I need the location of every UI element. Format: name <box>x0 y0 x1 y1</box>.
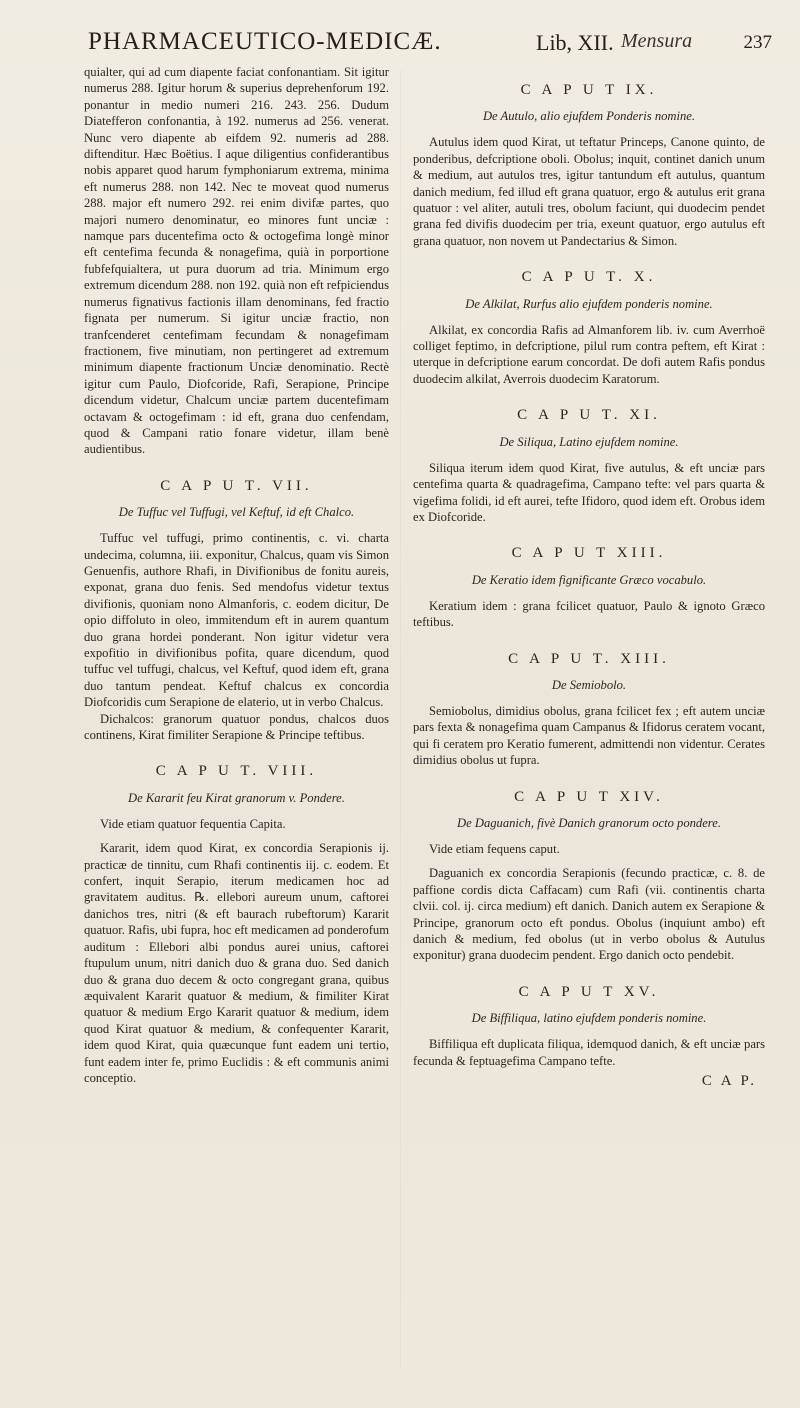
column-gutter <box>400 70 401 1370</box>
paragraph-continued: quialter, qui ad cum diapente faciat confonantiam. Sit igitur numerus 288. Igitur horum & superius deprehenforum 192. ponantur in medio numeri 216. 243. 256. Dudum Diatefferon confonantia, à 192. numerus ad 256. venerat. Nunc vero diapente ab eifdem 92. numeris ad 288. diftenditur. Hæc Boëtius. I aque diligentius confiderantibus nobis apparet quod harum fymphoniarum extrema, minima eft numerus 288. non 142. Nec te moveat quod numerus 288. major eft numero 292. rei enim divifæ partes, quo majori numero denominatur, eo minores funt unciæ : namque pars ducentefima octo & octogefima longè minor eft centefima fecunda & nonagefima, quià in porportione fubfefquialtera, ut pura duorum ad tria. Minimum ergo extremum dicendum 288. non 192. quià non eft refpiciendus numerus fignativus factionis illam denominans, fed fractio fignata per numerum. Si igitur unciæ fractio, non tranfcenderet centefimam fecundam & nonagefimam fractionem, five minutiam, non pertingeret ad extremum minimum diapente fractionum Unciæ denominatio. Rectè igitur cum Paulo, Diofcoride, Rafi, Serapione, Principe dicendum videtur, Chalcum unciæ partem ducentefimam octavam & octogefimam : id eft, grana duo cenfendam, quod & Campani ratio fonare videtur, illam benè audientibus. <box>84 65 389 457</box>
chapter-xiv-cross-reference: Vide etiam fequens caput. <box>429 841 560 856</box>
chapter-x-paragraph: Alkilat, ex concordia Rafis ad Almanforem lib. iv. cum Averrhoë colliget feptimo, in defcriptione, pilul rum contra peftem, eft Kirat : uterque in defcriptione earum concordat. De dofi autem Rafis pondus duodecim alkilat, Averrois duodecim Karatorum. <box>413 322 765 386</box>
chapter-heading-xi: C A P U T. XI. <box>517 407 661 424</box>
spacer <box>84 832 389 840</box>
chapter-subtitle-ix: De Autulo, alio ejufdem Ponderis nomine. <box>482 109 696 124</box>
chapter-heading-viii: C A P U T. VIII. <box>155 763 318 780</box>
chapter-heading-xiii-semiobolo: C A P U T. XIII. <box>508 650 670 667</box>
chapter-ix-paragraph: Autulus idem quod Kirat, ut teftatur Princeps, Canone quinto, de ponderibus, defcriptione oboli. Obolus; inquit, continet danich unum & medium, aut autulos tres, igitur tantundum eft autulus, quantum danich medium, fed illud eft grana quatuor, ergo & autulus erit grana quatuor : vel aliter, autuli tres, obolum faciunt, qui duodecim pendet grana fed divifis duodecim per tria, exeunt quatuor, ergo autulus eft grana quatuor, non novem ut Pandectarius & Simon. <box>413 135 765 248</box>
chapter-subtitle-xi: De Siliqua, Latino ejufdem nomine. <box>499 434 679 449</box>
chapter-subtitle-xiv: De Daguanich, fivè Danich granorum octo pondere. <box>457 815 721 830</box>
running-title: PHARMACEUTICO-MEDICÆ. <box>88 28 442 55</box>
chapter-viii-cross-reference: Vide etiam quatuor fequentia Capita. <box>100 816 286 831</box>
book-number: Lib, XII. <box>536 30 614 55</box>
chapter-xi-paragraph: Siliqua iterum idem quod Kirat, five autulus, & eft unciæ pars centefima quarta & quadragefima, Campano tefte: vel pars quarta & vigefima folidi, id eft aurei, tefte Ifidoro, quod idem eft. Orobus idem ex Diofcoride. <box>413 460 765 524</box>
right-column <box>413 82 765 1089</box>
page-number: 237 <box>743 32 772 53</box>
spacer <box>413 857 765 865</box>
chapter-subtitle-x: De Alkilat, Rurfus alio ejufdem ponderis nomine. <box>465 296 713 311</box>
chapter-xiv-paragraph: Daguanich ex concordia Serapionis (fecundo practicæ, c. 8. de paffione cordis dicta Caffacam) cum Rafi (vii. continentis charta clvii. col. ij. circa medium) eft danich. Danich autem ex Serapione & Principe, granorum octo eft pondus. Obolus (inquiunt ambo) eft danich & medium, fed obolus (ut in verbo obolus & Autulus exponitur) grana duodecim pendent. Ergo danich octo pendebit. <box>413 866 765 963</box>
chapter-heading-xiv: C A P U T XIV. <box>514 788 664 805</box>
left-column <box>84 64 389 1086</box>
chapter-heading-ix: C A P U T IX. <box>520 82 658 98</box>
chapter-subtitle-xiii-semiobolo: De Semiobolo. <box>551 677 627 692</box>
chapter-subtitle-viii: De Kararit feu Kirat granorum v. Pondere. <box>128 790 345 805</box>
catchword: C A P. <box>701 1073 757 1090</box>
chapter-viii-paragraph: Kararit, idem quod Kirat, ex concordia Serapionis ij. practicæ de tinnitu, cum Rhafi continentis iij. c. eodem. Et confert, inquit Serapio, iterum medicamen hoc ad gravitatem auditus. ℞. ellebori aureum unum, caftorei danichos tres, nitri (& eft baurach rubeftorum) Kararit quatuor. Rafis, ubi fupra, hoc eft medicamen ad ponderofum auditum : Ellebori albi pondus aurei unius, caftorei ftupulum unum, nitri danich duo & grana duo. Sed danich duo & grana duo decem & octo congregant grana, quibus æquivalent Kararit quatuor & medium, & fimiliter Kirat quatuor & medium Ergo Kararit quatuor & medium, idem quod Kirat quatuor & medium, & confequenter Kararit, idem quod Kirat, quia quæcunque funt eadem uni tertio, funt eadem inter fe, primo Euclidis : & eft communis animi conceptio. <box>84 841 389 1085</box>
chapter-xiii-keratio-paragraph: Keratium idem : grana fcilicet quatuor, Paulo & ignoto Græco teftibus. <box>413 598 765 630</box>
chapter-heading-x: C A P U T. X. <box>521 269 657 286</box>
chapter-xv-paragraph: Biffiliqua eft duplicata filiqua, idemquod danich, & eft unciæ pars fecunda & feptuagefima Campano tefte. <box>413 1037 765 1068</box>
chapter-xiii-semiobolo-paragraph: Semiobolus, dimidius obolus, grana fcilicet fex ; eft autem unciæ pars fexta & nonagefima quam Campanus & Ifidorus ceratem vocant, qui fi ceratem pro Keratio fumerent, admittendi non videntur. Cerates dimidius obolus ut fupra. <box>413 703 765 768</box>
chapter-vii-paragraph-1: Tuffuc vel tuffugi, primo continentis, c. vi. charta undecima, columna, iii. exponitur, Chalcus, quam vis Simon Genuenfis, authore Rhafi, in Divifionibus de fonitu aureis, exponat, grana duo fenis. Sed mendofus videtur textus divifionis, quoniam nono Almanforis, c. eodem dicitur, De opio diffoluto in oleo, immitendum eft in aurem quantum duo grana hordei ponderant. Non igitur videtur vera expofitio in divifionibus pofita, quare dicendum, quod tuffuc vel tuffugi, chalcus, vel Keftuf, quod idem eft, grana duo tantum pendeat. Keftuf chalcus ex concordia Diofcoridis cum Serapione de elaterio, ut in verbo Chalcus. <box>84 531 389 710</box>
chapter-subtitle-xv: De Biffiliqua, latino ejufdem ponderis nomine. <box>471 1011 707 1026</box>
chapter-vii-paragraph-2: Dichalcos: granorum quatuor pondus, chalcos duos continens, Kirat fimiliter Serapione & Principe teftibus. <box>84 711 389 743</box>
chapter-subtitle-vii: De Tuffuc vel Tuffugi, vel Keftuf, id eft Chalco. <box>118 505 355 520</box>
chapter-heading-xv: C A P U T XV. <box>518 983 660 1000</box>
running-header <box>88 28 772 62</box>
marginal-heading: Mensura <box>621 30 693 52</box>
chapter-heading-xiii-keratio: C A P U T XIII. <box>511 545 667 562</box>
chapter-heading-vii: C A P U T. VII. <box>160 477 313 494</box>
chapter-subtitle-xiii-keratio: De Keratio idem fignificante Græco vocabulo. <box>471 572 707 587</box>
